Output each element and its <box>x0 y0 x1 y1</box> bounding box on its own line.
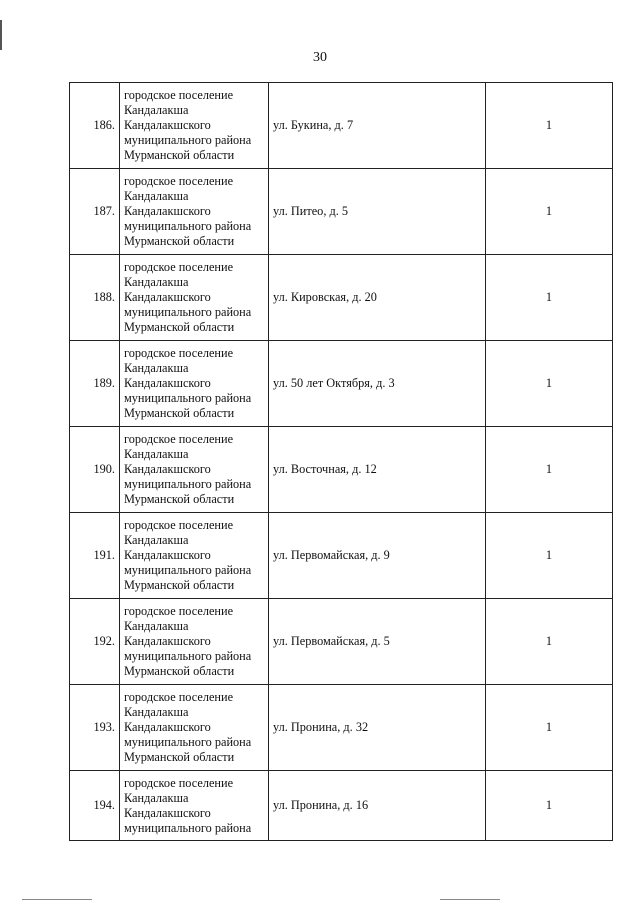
settlement-line: городское поселение <box>124 776 234 790</box>
settlement-cell <box>120 599 269 685</box>
address-table-body <box>70 83 613 841</box>
settlement-line: Кандалакша <box>124 705 189 719</box>
row-number: 189. <box>70 341 120 427</box>
settlement-line: Мурманской области <box>124 664 235 678</box>
settlement-line: Мурманской области <box>124 320 235 334</box>
table-row <box>70 341 613 427</box>
settlement-line: Кандалакша <box>124 533 189 547</box>
table-row <box>70 599 613 685</box>
table-row <box>70 513 613 599</box>
row-number: 187. <box>70 169 120 255</box>
settlement-cell <box>120 83 269 169</box>
settlement-cell <box>120 427 269 513</box>
settlement-line: Кандалакша <box>124 619 189 633</box>
table-row <box>70 427 613 513</box>
table-row <box>70 255 613 341</box>
settlement-line: муниципального района <box>124 133 252 147</box>
row-number: 190. <box>70 427 120 513</box>
row-number: 188. <box>70 255 120 341</box>
address-cell: ул. Кировская, д. 20 <box>269 255 486 341</box>
settlement-line: Кандалакша <box>124 361 189 375</box>
settlement-line: муниципального района <box>124 305 252 319</box>
settlement-line: муниципального района <box>124 821 252 835</box>
settlement-cell <box>120 513 269 599</box>
settlement-line: Кандалакша <box>124 791 189 805</box>
address-cell: ул. Питео, д. 5 <box>269 169 486 255</box>
settlement-cell <box>120 685 269 771</box>
settlement-line: Мурманской области <box>124 406 235 420</box>
settlement-line: городское поселение <box>124 604 234 618</box>
settlement-cell <box>120 255 269 341</box>
count-cell: 1 <box>486 771 613 841</box>
settlement-line: Кандалакшского <box>124 290 211 304</box>
table-row <box>70 685 613 771</box>
settlement-line: муниципального района <box>124 649 252 663</box>
table-row <box>70 83 613 169</box>
settlement-line: муниципального района <box>124 563 252 577</box>
count-cell: 1 <box>486 169 613 255</box>
settlement-line: Кандалакшского <box>124 204 211 218</box>
settlement-line: Кандалакшского <box>124 462 211 476</box>
settlement-line: Кандалакша <box>124 103 189 117</box>
settlement-line: Мурманской области <box>124 492 235 506</box>
settlement-cell <box>120 169 269 255</box>
settlement-line: Мурманской области <box>124 148 235 162</box>
row-number: 192. <box>70 599 120 685</box>
row-number: 194. <box>70 771 120 841</box>
address-cell: ул. Пронина, д. 16 <box>269 771 486 841</box>
count-cell: 1 <box>486 255 613 341</box>
settlement-line: муниципального района <box>124 735 252 749</box>
count-cell: 1 <box>486 83 613 169</box>
count-cell: 1 <box>486 513 613 599</box>
page-number: 30 <box>313 50 327 65</box>
settlement-line: городское поселение <box>124 432 234 446</box>
settlement-line: муниципального района <box>124 477 252 491</box>
settlement-line: городское поселение <box>124 518 234 532</box>
settlement-line: Кандалакшского <box>124 548 211 562</box>
address-cell: ул. Первомайская, д. 9 <box>269 513 486 599</box>
count-cell: 1 <box>486 427 613 513</box>
count-cell: 1 <box>486 341 613 427</box>
settlement-line: Кандалакшского <box>124 376 211 390</box>
settlement-line: городское поселение <box>124 174 234 188</box>
settlement-line: Мурманской области <box>124 750 235 764</box>
address-cell: ул. Восточная, д. 12 <box>269 427 486 513</box>
settlement-line: городское поселение <box>124 690 234 704</box>
count-cell: 1 <box>486 685 613 771</box>
settlement-line: городское поселение <box>124 260 234 274</box>
settlement-line: Мурманской области <box>124 578 235 592</box>
count-cell: 1 <box>486 599 613 685</box>
settlement-line: Кандалакшского <box>124 118 211 132</box>
table-row <box>70 169 613 255</box>
left-edge-mark <box>0 20 2 50</box>
address-cell: ул. Букина, д. 7 <box>269 83 486 169</box>
settlement-line: Кандалакша <box>124 447 189 461</box>
address-cell: ул. Пронина, д. 32 <box>269 685 486 771</box>
settlement-line: Кандалакшского <box>124 720 211 734</box>
settlement-line: городское поселение <box>124 346 234 360</box>
settlement-line: Кандалакшского <box>124 634 211 648</box>
settlement-line: муниципального района <box>124 391 252 405</box>
settlement-line: Кандалакша <box>124 275 189 289</box>
settlement-line: Кандалакша <box>124 189 189 203</box>
settlement-line: муниципального района <box>124 219 252 233</box>
settlement-line: Мурманской области <box>124 234 235 248</box>
table-row <box>70 771 613 841</box>
address-table <box>69 82 613 841</box>
settlement-line: городское поселение <box>124 88 234 102</box>
settlement-cell <box>120 771 269 841</box>
row-number: 186. <box>70 83 120 169</box>
settlement-line: Кандалакшского <box>124 806 211 820</box>
address-cell: ул. Первомайская, д. 5 <box>269 599 486 685</box>
address-cell: ул. 50 лет Октября, д. 3 <box>269 341 486 427</box>
scan-footer-strip <box>0 899 640 903</box>
settlement-cell <box>120 341 269 427</box>
row-number: 193. <box>70 685 120 771</box>
row-number: 191. <box>70 513 120 599</box>
